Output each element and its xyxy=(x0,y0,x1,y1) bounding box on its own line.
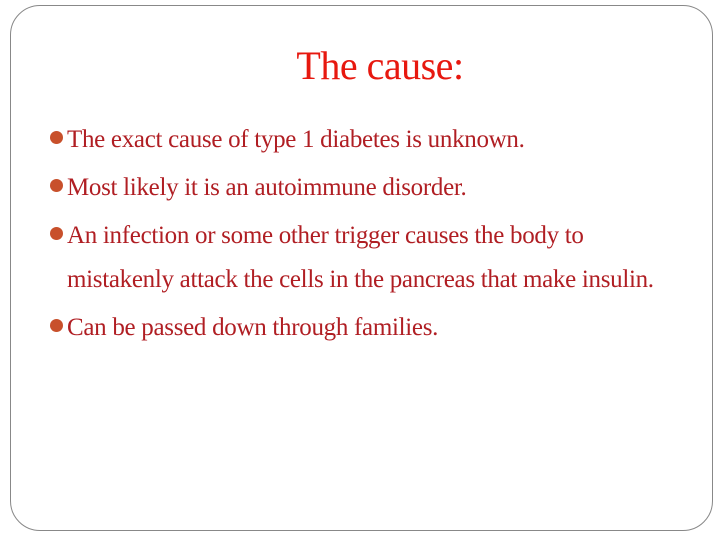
bullet-item xyxy=(50,214,680,302)
bullet-dot-icon xyxy=(50,227,63,240)
bullet-item xyxy=(50,306,680,350)
bullet-dot-icon xyxy=(50,179,63,192)
bullet-dot-icon xyxy=(50,131,63,144)
bullet-text: Can be passed down through families. xyxy=(67,314,439,341)
slide-title: The cause: xyxy=(296,43,464,88)
bullet-dot-icon xyxy=(50,319,63,332)
bullet-item xyxy=(50,118,680,162)
bullet-text: An infection or some other trigger causes the body to mistakenly attack the cells in the pancreas that make insulin. xyxy=(67,222,654,293)
bullet-text: Most likely it is an autoimmune disorder. xyxy=(67,174,467,201)
bullet-item xyxy=(50,166,680,210)
bullet-list xyxy=(0,118,720,354)
bullet-text: The exact cause of type 1 diabetes is unknown. xyxy=(67,126,525,153)
